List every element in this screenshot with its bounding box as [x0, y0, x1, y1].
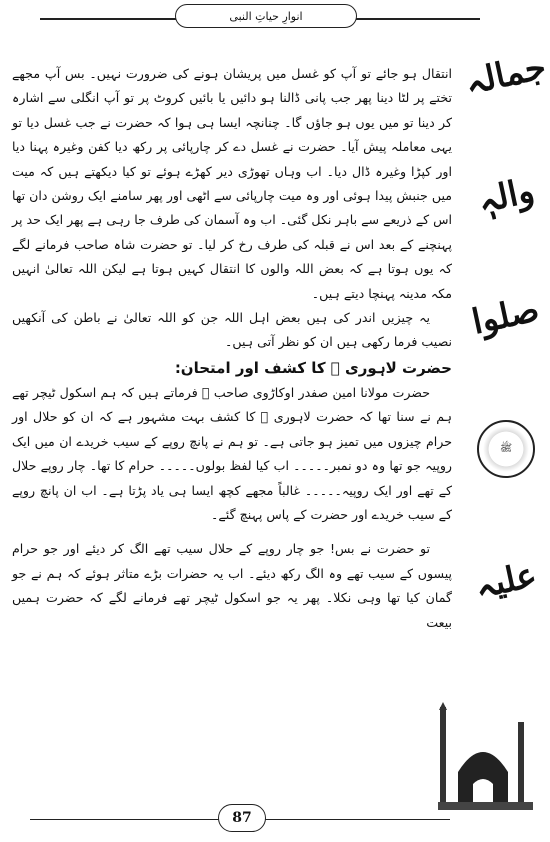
margin-calligraphy-3: صلوا — [468, 289, 543, 343]
paragraph-1: انتقال ہو جائے تو آپ کو غسل میں پریشان ہونے کی ضرورت نہیں۔ بس آپ مجھے تختے پر لٹا دینا پھر جب پانی ڈالنا ہو دائیں یا بائیں کروٹ پر تو آپ انگلی سے اشارہ کر دینا تو میں یوں ہو جاؤں گا۔ چنانچہ ایسا ہی ہوا کہ حضرت نے جب غسل دیا تو یہی معاملہ پیش آیا۔ حضرت نے غسل دے کر چارپائی پر رکھ دیا کفن وغیرہ پہنا دیا اور کپڑا وغیرہ ڈال دیا۔ اب وہاں تھوڑی دیر کھڑے ہوئے تو کیا دیکھتے ہیں کہ میت میں جنبش پیدا ہوئی اور وہ میت چارپائی سے اٹھی اور پھر سامنے ایک روشن دان تھا اس کے ذریعے سے باہر نکل گئی۔ اب وہ آسمان کی طرف جا رہی ہے پھر ایک حد پر پہنچنے کے بعد اس نے قبلہ کی طرف رخ کر لیا۔ تو حضرت شاہ صاحب فرمانے لگے کہ یوں ہوتا ہے کہ بعض اللہ والوں کا انتقال کہیں ہوتا ہے لیکن اللہ تعالیٰ انہیں مکہ مدینہ پہنچا دیتے ہیں۔ — [12, 66, 452, 301]
page-number: 87 — [218, 804, 266, 832]
paragraph-2: یہ چیزیں اندر کی ہیں بعض اہل اللہ جن کو اللہ تعالیٰ نے باطن کی آنکھیں نصیب فرما رکھی ہیں ان کو نظر آتی ہیں۔ — [12, 310, 452, 350]
seal-icon: ﷺ — [477, 420, 535, 478]
margin-ornament — [462, 46, 550, 607]
margin-calligraphy-1: جمالہ — [462, 46, 550, 104]
section-heading: حضرت لاہوری ﷫ کا کشف اور امتحان: — [174, 358, 452, 377]
mosque-icon — [438, 702, 533, 812]
main-text — [12, 62, 452, 635]
running-header-title: انوارِ حیاتِ النبی — [229, 9, 303, 23]
paragraph-3: حضرت مولانا امین صفدر اوکاڑوی صاحب ﷫ فرماتے ہیں کہ ہم اسکول ٹیچر تھے ہم نے سنا تھا کہ حضرت لاہوری ﷫ کا کشف بہت مشہور ہے کہ ان کو حلال اور حرام چیزوں میں تمیز ہو جاتی ہے۔ تو ہم نے پانچ روپے کے سیب خریدے ان میں ایک روپیہ جو تھا وہ دو نمبر۔۔۔۔۔ اب کیا لفظ بولوں۔۔۔۔۔ حرام کا تھا۔ چار روپے حلال کے تھے اور ایک روپیہ۔۔۔۔۔ غالباً مجھے کچھ ایسا ہی یاد پڑتا ہے۔ اب ان پانچ روپے کے سیب خریدے اور حضرت کے پاس پہنچ گئے۔ — [12, 384, 452, 522]
paragraph-4: تو حضرت نے بس! جو چار روپے کے حلال سیب تھے الگ کر دیئے اور جو حرام پیسوں کے سیب تھے وہ الگ رکھ دیئے۔ اب یہ حضرات بڑے متاثر ہوئے کہ ہم نے جو گمان کیا تھا وہی نکلا۔ پھر یہ جو اسکول ٹیچر تھے فرمانے لگے کہ حضرت ہمیں بیعت — [12, 541, 452, 630]
margin-calligraphy-4: علیہ — [471, 555, 541, 607]
running-header — [175, 4, 357, 28]
margin-calligraphy-2: والہٖ — [474, 170, 538, 221]
